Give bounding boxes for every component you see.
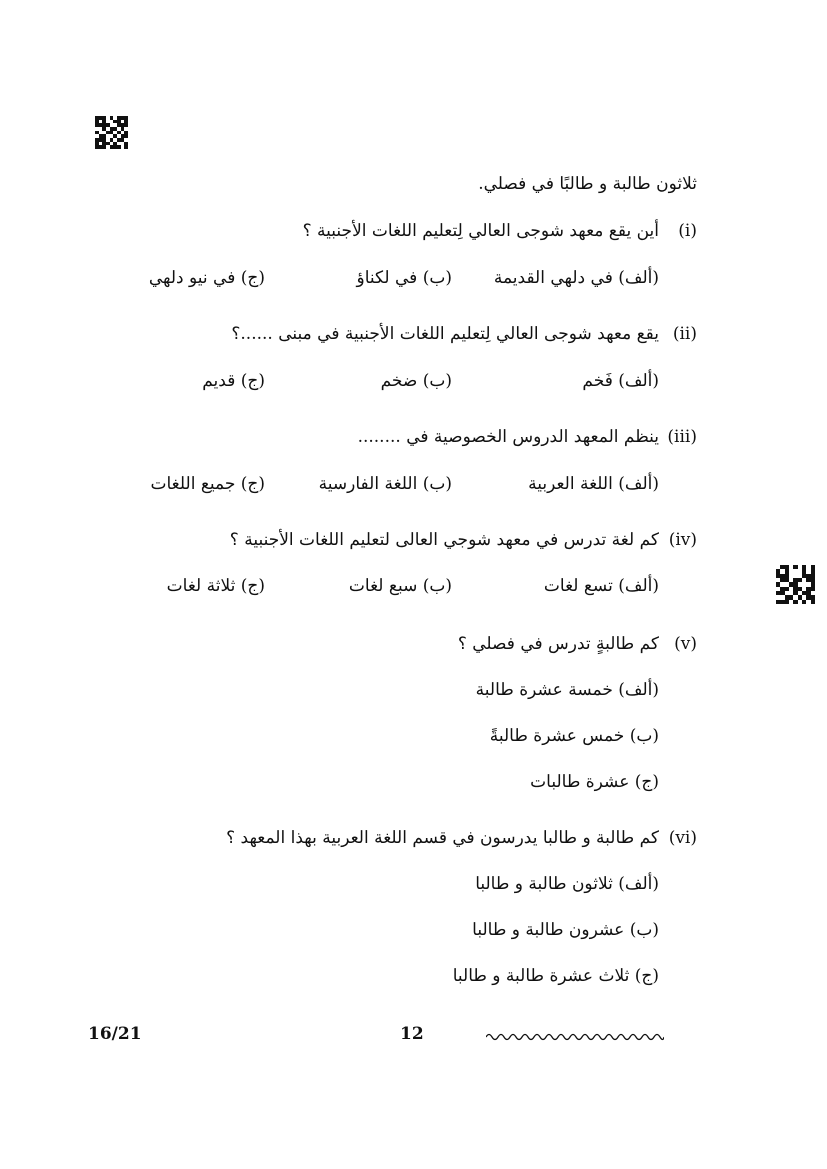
option-a [494,266,659,290]
option-c [530,770,659,794]
option-label: (ألف) [618,371,659,391]
option-label: (ج) [634,772,659,792]
option-b [490,724,659,748]
option-a [475,872,659,896]
option-label: (ب) [422,576,452,596]
option-a [544,574,659,598]
option-c [151,472,266,496]
option-text: ثلاث عشرة طالبة و طالبا [452,966,630,986]
option-label: (ألف) [618,874,659,894]
option-text: اللغة العربية [528,474,613,494]
question-text: ينظم المعهد الدروس الخصوصية في ........ [357,427,659,447]
option-b [357,266,452,290]
question-number: (vi) [668,828,697,848]
option-text: تسع لغات [543,576,613,596]
option-label: (ألف) [618,576,659,596]
option-text: خمسة عشرة طالبة [475,680,613,700]
option-b [349,574,452,598]
option-c [149,266,265,290]
footer-code: 16/21 [88,1024,142,1044]
question-text: كم طالبةٍ تدرس في فصلي ؟ [457,634,659,654]
option-text: ثلاثة لغات [166,576,236,596]
option-label: (ألف) [618,474,659,494]
option-label: (ب) [422,268,452,288]
option-a [528,472,659,496]
option-a [582,369,659,393]
wavy-line-decoration [486,1030,664,1044]
option-c [167,574,265,598]
option-text: ضخم [380,371,418,391]
question-number: (ii) [672,324,697,344]
option-label: (ج) [634,966,659,986]
option-a [476,678,659,702]
intro-text: ثلاثون طالبة و طالبًا في فصلي. [478,174,697,194]
question-number: (v) [674,634,697,654]
page-number: 12 [400,1024,424,1044]
qr-code-side [776,565,815,604]
qr-code-top [95,116,128,149]
option-text: اللغة الفارسية [318,474,418,494]
option-text: خمس عشرة طالبةً [489,726,625,746]
question-text: كم لغة تدرس في معهد شوجي العالى لتعليم اللغات الأجنبية ؟ [229,530,659,550]
option-label: (ألف) [618,680,659,700]
option-text: في نيو دلهي [148,268,236,288]
option-c [202,369,265,393]
option-label: (ب) [629,920,659,940]
option-text: قديم [202,371,236,391]
question-number: (i) [678,221,697,241]
option-label: (ج) [240,268,265,288]
option-label: (ب) [422,371,452,391]
option-text: جميع اللغات [150,474,236,494]
option-b [319,472,452,496]
option-label: (ب) [422,474,452,494]
option-label: (ألف) [618,268,659,288]
option-text: في لكناؤ [356,268,418,288]
question-number: (iv) [668,530,697,550]
option-label: (ج) [240,371,265,391]
option-text: ثلاثون طالبة و طالبا [475,874,613,894]
option-label: (ج) [240,576,265,596]
option-b [381,369,452,393]
option-text: في دلهي القديمة [493,268,613,288]
question-text: كم طالبة و طالبا يدرسون في قسم اللغة العربية بهذا المعهد ؟ [226,828,659,848]
option-b [472,918,659,942]
option-text: عشرون طالبة و طالبا [472,920,625,940]
question-text: يقع معهد شوجى العالي لِتعليم اللغات الأجنبية في مبنى ......؟ [231,324,659,344]
question-number: (iii) [667,427,697,447]
option-text: عشرة طالبات [530,772,630,792]
option-label: (ب) [629,726,659,746]
option-text: فَخم [582,371,613,391]
question-text: أين يقع معهد شوجى العالي لِتعليم اللغات الأجنبية ؟ [302,221,659,241]
option-c [453,964,659,988]
option-text: سبع لغات [348,576,418,596]
option-label: (ج) [240,474,265,494]
